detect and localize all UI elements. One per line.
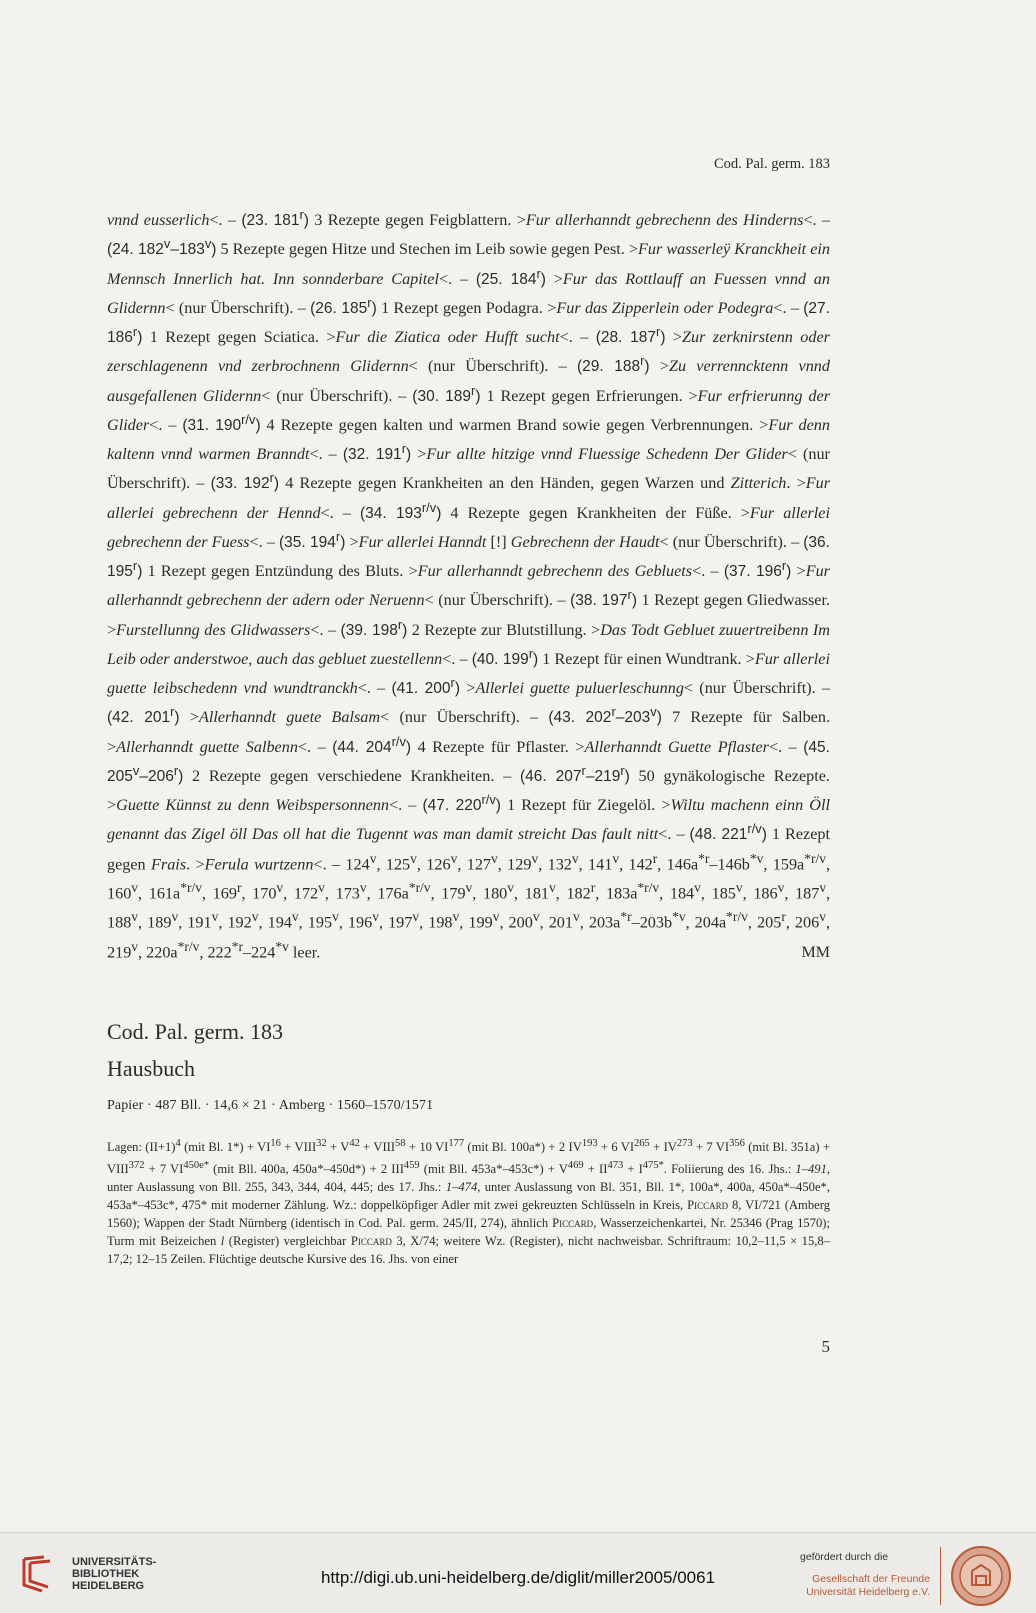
entry-heading: Hausbuch [107,1056,195,1081]
university-seal-icon [950,1545,1012,1607]
main-text [107,203,830,964]
description-paragraph: Lagen: $(II+1)^4$ (mit Bl. $1*) + VI^{16}$ + $VIII^{32} + V^{42}$ + $VIII^{58} + 10$ VI$^{177}$ (mit Bl. 100a*) + 2 $IV^{193} + 6$ $VI^{265} + IV^{273} + 7$ VI$^{356}$ (mit Bl. $351a) + VIII^{372} + 7$ $VI^{450e*}$ (mit Bll. 400a, 450a*–450d*) + 2 III$^{459}$ (mit Bll. $453a*-453c*) + V^{469} + II^{473} + I^{475*}$. Foliierung des 16. Jhs.: 1–491, unter Auslassung von Bll. 255, 343, 344, 404, 445; des 17. Jhs.: 1–474, unter Auslassung von Bl. 351, Bll. 1*, 100a*, 400a, 450a*–450e*, 453a*–453c*, 475* mit moderner Zählung. Wz.: doppelköpfiger Adler mit zwei gekreuzten Schlüsseln in Kreis, Piccard 8, VI/721 (Amberg 1560); Wappen der Stadt Nürnberg (identisch in Cod. Pal. germ. 245/II, 274), ähnlich Piccard, Wasserzeichenkartei, Nr. 25346 (Prag 1570); Turm mit Beizeichen l (Register) vergleichbar Piccard 3, X/74; weitere Wz. (Register), nicht nachweisbar. Schriftraum: 10,2–11,5 × 15,8–17,2; 12–15 Zeilen. Flüchtige deutsche Kursive des 16. Jhs. von einer [107,1138,831,1266]
author-initials: MM [801,944,830,961]
codicological-description [107,1135,830,1269]
permalink-url[interactable]: http://digi.ub.uni-heidelberg.de/diglit/miller2005/0061 [320,1568,716,1587]
funded-by-label: gefördert durch die [800,1551,889,1563]
main-paragraph: vnnd eusserlich<. – (23. 181$^r$) 3 Rezepte gegen Feigblattern. >Fur allerhanndt gebrechenn des Hinderns<. – (24. 182$^v$–183$^v$) 5 Rezepte gegen Hitze und Stechen im Leib sowie gegen Pest. >Fur wasserleÿ Kranckheit ein Mennsch Innerlich hat. Inn sonnderbare Capitel<. – (25. $184^r) >Fur$ das Rottlauff an Fuessen vnnd an Glidernn< (nur Überschrift). – (26. 185$^r$) 1 Rezept gegen Podagra. >Fur das Zipperlein oder Podegra<. – (27. 186$^r$) 1 Rezept gegen Sciatica. >Fur die Ziatica oder Hufft sucht<. – (28. $187^r) >Zur$ zerknirstenn oder zerschlagenenn vnd zerbrochnenn Glidernn< (nur Überschrift). – (29. $188^r) >Zu$ verrenncktenn vnnd ausgefallenen Glidernn< (nur Überschrift). – (30. 189$^r$) 1 Rezept gegen Erfrierungen. >Fur erfrierunng der Glider<. – (31. $190^{r/v}$) 4 Rezepte gegen kalten und warmen Brand sowie gegen Verbrennungen. >Fur denn kaltenn vnnd warmen Branndt<. – (32. $191^r) >Fur$ allte hitzige vnnd Fluessige Schedenn Der Glider< (nur Überschrift). – (33. 192$^r$) 4 Rezepte gegen Krankheiten an den Händen, gegen Warzen und Zitterich. >Fur allerlei gebrechenn der Hennd<. – (34. $193^{r/v}$) 4 Rezepte gegen Krankheiten der Füße. >Fur allerlei gebrechenn der Fuess<. – (35. $194^r) >Fur$ allerlei Hanndt [!] Gebrechenn der Haudt< (nur Überschrift). – (36. 195$^r$) 1 Rezept gegen Entzündung des Bluts. >Fur allerhanndt gebrechenn des Gebluets<. – (37. $196^r) >Fur$ allerhanndt gebrechenn der adern oder Neruenn< (nur Überschrift). – (38. 197$^r$) 1 Rezept gegen Gliedwasser. >Furstellunng des Glidwassers<. – (39. 198$^r$) 2 Rezepte zur Blutstillung. >Das Todt Gebluet zuuertreibenn Im Leib oder anderstwoe, auch das gebluet zuestellenn<. – (40. 199$^r$) 1 Rezept für einen Wundtrank. >Fur allerlei guette leibschedenn vnd wundtranckh<. – (41. $200^r$) >Allerlei guette puluerleschunng< (nur Überschrift). – (42. $201^r$) >Allerhanndt guete Balsam< (nur Überschrift). – (43. 202$^r$–203$^v$) 7 Rezepte für Salben. >Allerhanndt guette Salbenn<. – (44. $204^{r/v}$) 4 Rezepte für Pflaster. >Allerhanndt Guette Pflaster<. – (45. 205$^v$–206$^r$) 2 Rezepte gegen verschiedene Krankheiten. – (46. 207$^r$–219$^r$) 50 gynäkologische Rezepte. >Guette Künnst zu denn Weibspersonnenn<. – (47. $220^{r/v}$) 1 Rezept für Ziegelöl. >Wiltu machenn einn Öll genannt das Zigel öll Das oll hat die Tugennt was man damit streicht Das fault nitt<. – (48. $221^{r/v}$) 1 Rezept gegen Frais. >Ferula wurtzenn<. – 124$^v$, 125$^v$, 126$^v$, 127$^v$, 129$^v$, 132$^v$, 141$^v$, 142$^r$, $146a^{*r}-146b^{*v}$, $159a^{*r/v}$, 160$^v$, $161a^{*r/v}$, 169$^r$, 170$^v$, 172$^v$, 173$^v$, $176a^{*r/v}$, 179$^v$, 180$^v$, 181$^v$, 182$^r$, $183a^{*r/v}$, 184$^v$, 185$^v$, 186$^v$, 187$^v$, 188$^v$, 189$^v$, 191$^v$, 192$^v$, 194$^v$, 195$^v$, 196$^v$, 197$^v$, 198$^v$, 199$^v$, 200$^v$, 201$^v$, $203a^{*r}-203b^{*v}$, $204a^{*r/v}$, 205$^r$, 206$^v$, 219$^v$, $220a^{*r/v}$, 222$^{*r}$–224$^{*v}$ leer. [107,207,831,962]
entry-meta: Papier · 487 Bll. · 14,6 × 21 · Amberg · 1560–1570/1571 [107,1098,434,1113]
page-number: 5 [821,1337,830,1356]
library-name: UNIVERSITÄTS- BIBLIOTHEK HEIDELBERG [72,1556,157,1592]
society-name: Gesellschaft der Freunde Universität Heidelberg e.V. [806,1573,930,1598]
footer-divider [940,1547,941,1605]
entry-title: Cod. Pal. germ. 183 [107,1019,283,1044]
running-head: Cod. Pal. germ. 183 [714,156,830,172]
footer-bar [0,1532,1036,1613]
